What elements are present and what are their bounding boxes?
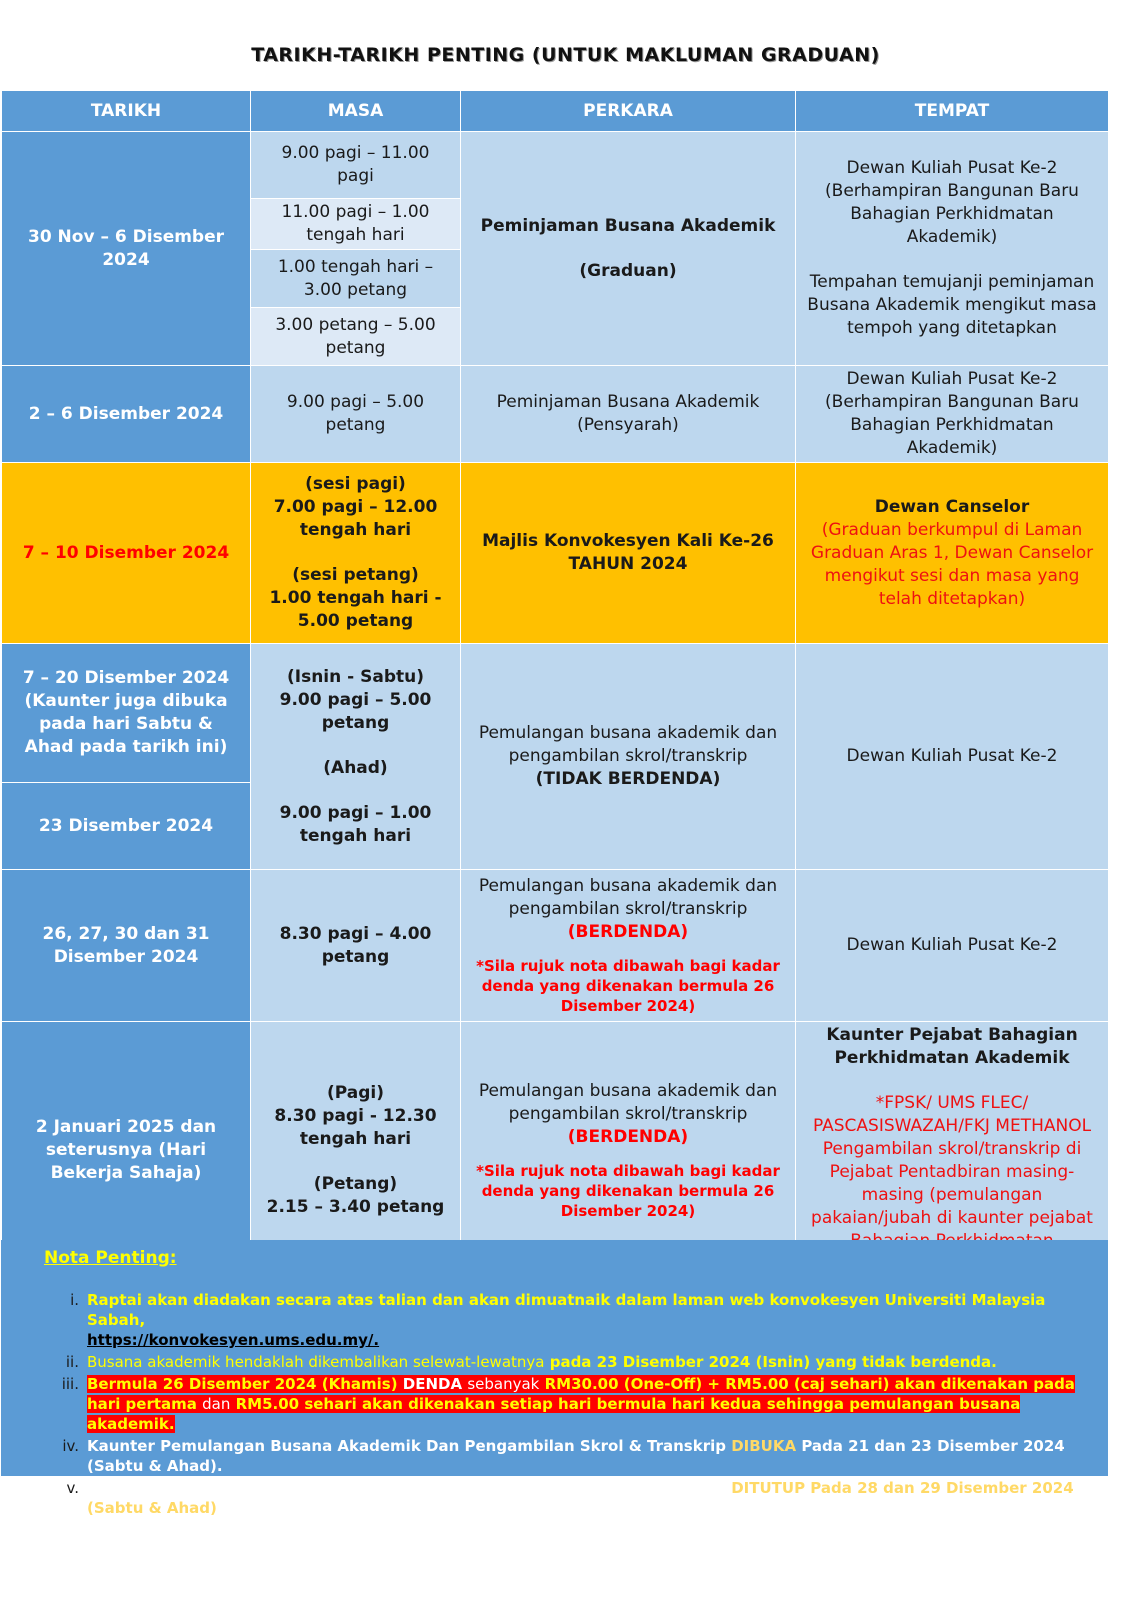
row4-masa bbox=[251, 644, 461, 870]
row6-perkara-text: Pemulangan busana akademik dan pengambilan skrol/transkrip bbox=[478, 1080, 778, 1124]
note-text: Busana akademik hendaklah dikembalikan selewat-lewatnya bbox=[87, 1353, 545, 1371]
row4-perkara-status: (TIDAK BERDENDA) bbox=[535, 769, 721, 789]
note-text: Kaunter Pemulangan Busana Akademik Dan Pengambilan Skrol & Transkrip bbox=[87, 1437, 726, 1455]
note-text-bold: pada 23 Disember 2024 (Isnin) yang tidak berdenda. bbox=[549, 1353, 997, 1371]
note-status-closed: DITUTUP Pada 28 dan 29 Disember 2024 (Sabtu & Ahad) bbox=[87, 1479, 1074, 1517]
notes-title: Nota Penting: bbox=[44, 1248, 177, 1268]
table-row bbox=[2, 366, 1109, 463]
table-row bbox=[2, 870, 1109, 1022]
note-number: i. bbox=[70, 1291, 79, 1309]
note-text: Raptai akan diadakan secara atas talian dan akan dimuatnaik dalam laman web konvokesyen Universiti Malaysia Sabah, bbox=[87, 1291, 1046, 1329]
row2-perkara: Peminjaman Busana Akademik (Pensyarah) bbox=[461, 366, 796, 463]
row4-masa-sunday: (Ahad) bbox=[323, 757, 388, 778]
row5-perkara bbox=[461, 870, 796, 1022]
row1-perkara bbox=[461, 132, 796, 366]
row1-perkara-sub: (Graduan) bbox=[579, 260, 677, 281]
row1-tempat-venue: Dewan Kuliah Pusat Ke-2 (Berhampiran Bangunan Baru Bahagian Perkhidmatan Akademik) bbox=[825, 158, 1079, 247]
row4-perkara bbox=[461, 644, 796, 870]
row1-tempat-note: Tempahan temujanji peminjaman Busana Akademik mengikut masa tempoh yang ditetapkan bbox=[807, 272, 1097, 338]
note-denda: DENDA bbox=[402, 1375, 463, 1393]
row5-tempat: Dewan Kuliah Pusat Ke-2 bbox=[796, 870, 1109, 1022]
row3-tempat bbox=[796, 463, 1109, 644]
note-number: iv. bbox=[62, 1437, 79, 1455]
row6-perkara-note: *Sila rujuk nota dibawah bagi kadar denda yang dikenakan bermula 26 Disember 2024) bbox=[476, 1161, 780, 1220]
row3-masa-session-afternoon: (sesi petang) bbox=[292, 565, 419, 585]
page-title: TARIKH-TARIKH PENTING (UNTUK MAKLUMAN GRADUAN) bbox=[251, 44, 880, 66]
row2-tarikh: 2 – 6 Disember 2024 bbox=[2, 366, 251, 463]
row6-tempat-note: *FPSK/ UMS FLEC/ PASCASISWAZAH/FKJ METHANOL Pengambilan skrol/transkrip di Pejabat Pentadbiran masing-masing (pemulangan pakaian/jubah di kaunter pejabat bbox=[811, 1093, 1093, 1228]
list-item bbox=[45, 1374, 1105, 1434]
note-number: v. bbox=[66, 1479, 79, 1497]
row3-masa-session-morning: (sesi pagi) bbox=[305, 474, 406, 494]
row2-tempat: Dewan Kuliah Pusat Ke-2 (Berhampiran Bangunan Baru Bahagian Perkhidmatan Akademik) bbox=[796, 366, 1109, 463]
row6-masa-time-morning: 8.30 pagi - 12.30 tengah hari bbox=[274, 1105, 437, 1149]
list-item bbox=[45, 1478, 1105, 1518]
table-row bbox=[2, 132, 1109, 199]
konvokesyen-link[interactable]: https://konvokesyen.ums.edu.my/. bbox=[87, 1331, 380, 1349]
header-perkara: PERKARA bbox=[461, 91, 796, 132]
row6-perkara-status: (BERDENDA) bbox=[567, 1126, 689, 1147]
row3-masa-time-morning: 7.00 pagi – 12.00 tengah hari bbox=[273, 497, 438, 540]
row5-masa: 8.30 pagi – 4.00 petang bbox=[251, 870, 461, 1022]
row2-masa: 9.00 pagi – 5.00 petang bbox=[251, 366, 461, 463]
row1-tempat bbox=[796, 132, 1109, 366]
schedule-table bbox=[1, 90, 1109, 1279]
table-header-row bbox=[2, 91, 1109, 132]
row5-perkara-note: *Sila rujuk nota dibawah bagi kadar denda yang dikenakan bermula 26 Disember 2024) bbox=[476, 957, 780, 1015]
note-text: sebanyak bbox=[467, 1375, 540, 1393]
row5-perkara-text: Pemulangan busana akademik dan pengambilan skrol/transkrip bbox=[478, 876, 778, 919]
row3-perkara: Majlis Konvokesyen Kali Ke-26 TAHUN 2024 bbox=[461, 463, 796, 644]
note-text: dan bbox=[202, 1395, 231, 1413]
notes-section bbox=[1, 1240, 1108, 1517]
note-text: Pada 21 dan 23 Disember 2024 (Sabtu & Ahad). bbox=[87, 1437, 1065, 1475]
row3-tarikh: 7 – 10 Disember 2024 bbox=[2, 463, 251, 644]
row4-masa-time-sunday: 9.00 pagi – 1.00 tengah hari bbox=[279, 802, 432, 846]
note-text: Bermula 26 Disember 2024 (Khamis) bbox=[87, 1375, 398, 1393]
list-item bbox=[45, 1290, 1105, 1350]
list-item bbox=[45, 1436, 1105, 1476]
row3-masa bbox=[251, 463, 461, 644]
row4-perkara-text: Pemulangan busana akademik dan pengambilan skrol/transkrip bbox=[478, 723, 778, 766]
row6-tempat-venue: Kaunter Pejabat Bahagian Perkhidmatan Akademik bbox=[826, 1025, 1078, 1068]
note-text: Kaunter Pemulangan Busana Akademik Dan Pengambilan Skrol & Transkrip bbox=[87, 1479, 726, 1497]
row3-masa-time-afternoon: 1.00 tengah hari - 5.00 petang bbox=[269, 588, 442, 631]
row1-masa-slot: 11.00 pagi – 1.00 tengah hari bbox=[251, 199, 461, 250]
row6-masa-time-afternoon: 2.15 – 3.40 petang bbox=[266, 1196, 445, 1217]
note-status-open: DIBUKA bbox=[731, 1437, 797, 1455]
row6-masa-morning: (Pagi) bbox=[326, 1082, 384, 1103]
row1-masa-slot: 9.00 pagi – 11.00 pagi bbox=[251, 132, 461, 199]
table-row bbox=[2, 463, 1109, 644]
row4-masa-time-weekday: 9.00 pagi – 5.00 petang bbox=[279, 689, 432, 733]
row1-perkara-title: Peminjaman Busana Akademik bbox=[480, 215, 776, 236]
row4-tarikh-a: 7 – 20 Disember 2024 (Kaunter juga dibuka pada hari Sabtu & Ahad pada tarikh ini) bbox=[2, 644, 251, 783]
row4-masa-days: (Isnin - Sabtu) bbox=[286, 666, 425, 687]
row5-tarikh: 26, 27, 30 dan 31 Disember 2024 bbox=[2, 870, 251, 1022]
table-row bbox=[2, 644, 1109, 783]
list-item bbox=[45, 1352, 1105, 1372]
row1-masa-slot: 3.00 petang – 5.00 petang bbox=[251, 308, 461, 366]
row3-tempat-note: (Graduan berkumpul di Laman Graduan Aras 1, Dewan Canselor mengikut sesi dan masa yang telah ditetapkan) bbox=[810, 519, 1094, 609]
notes-list bbox=[45, 1290, 1105, 1520]
note-number: ii. bbox=[65, 1353, 79, 1371]
header-tarikh: TARIKH bbox=[2, 91, 251, 132]
row4-tempat: Dewan Kuliah Pusat Ke-2 bbox=[796, 644, 1109, 870]
row4-tarikh-b: 23 Disember 2024 bbox=[2, 783, 251, 870]
row5-perkara-status: (BERDENDA) bbox=[567, 922, 689, 942]
row1-tarikh: 30 Nov – 6 Disember 2024 bbox=[2, 132, 251, 366]
row1-masa-slot: 1.00 tengah hari – 3.00 petang bbox=[251, 250, 461, 308]
row6-tarikh: 2 Januari 2025 dan seterusnya (Hari Bekerja Sahaja) bbox=[2, 1022, 251, 1279]
row6-masa-afternoon: (Petang) bbox=[313, 1173, 398, 1194]
note-number: iii. bbox=[61, 1375, 79, 1393]
row3-tempat-venue: Dewan Canselor bbox=[874, 496, 1030, 517]
note-text: RM5.00 sehari akan dikenakan setiap hari bermula hari kedua sehingga pemulangan busana akademik. bbox=[87, 1395, 1021, 1433]
note-text: RM30.00 (One-Off) + RM5.00 (caj sehari) akan dikenakan pada hari pertama bbox=[87, 1375, 1075, 1413]
header-masa: MASA bbox=[251, 91, 461, 132]
header-tempat: TEMPAT bbox=[796, 91, 1109, 132]
